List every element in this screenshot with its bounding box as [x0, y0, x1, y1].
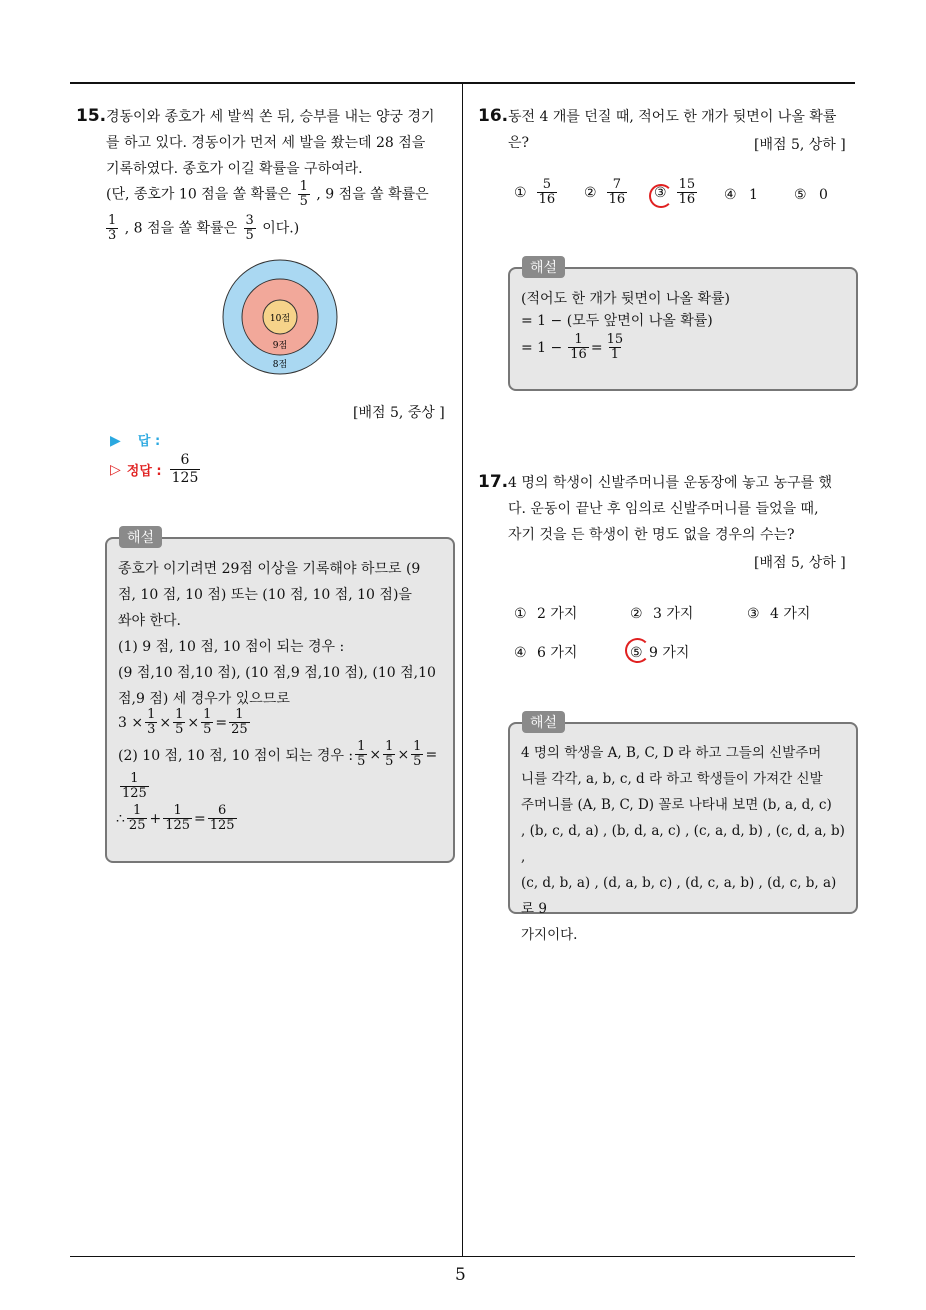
numerator: 5: [542, 177, 551, 192]
numerator: 1: [385, 739, 394, 754]
denominator: 5: [357, 754, 366, 769]
numerator: 7: [612, 177, 621, 192]
target-inner-label: 10점: [269, 314, 291, 324]
q17-number: 17.: [478, 472, 509, 492]
denominator: 3: [147, 722, 156, 737]
q15-ex-formula-1: [118, 708, 252, 737]
q16-meta: [배점 5, 상하 ]: [754, 137, 846, 153]
q16-choice-5[interactable]: [794, 187, 828, 203]
equals-symbol: =: [425, 746, 438, 763]
times-symbol: ×: [397, 746, 410, 763]
choice-label: ④: [724, 187, 737, 203]
equals-symbol: =: [215, 714, 228, 731]
q15-number: 15.: [76, 106, 107, 126]
denominator: 125: [165, 818, 191, 833]
fraction: [208, 804, 237, 833]
explanation-line: (적어도 한 개가 뒷면이 나올 확률): [521, 291, 730, 307]
numerator: 1: [203, 707, 212, 722]
fraction: [607, 178, 628, 207]
q15-text: [106, 104, 456, 182]
center-divider: [462, 82, 463, 1257]
choice-value: 0: [819, 187, 828, 203]
denominator: 16: [538, 192, 556, 207]
denominator: 125: [209, 818, 235, 833]
denominator: 5: [385, 754, 394, 769]
q15-cond-b: , 9 점을 쏠 확률은: [316, 186, 429, 203]
q15-condition-2: [104, 214, 299, 243]
fraction: [411, 740, 423, 769]
q17-choice-1[interactable]: [514, 603, 577, 623]
numerator: 1: [147, 707, 156, 722]
q16-choice-2[interactable]: [584, 178, 629, 207]
numerator: 1: [133, 803, 142, 818]
denominator: 25: [128, 818, 146, 833]
fraction: [127, 804, 148, 833]
choice-label: ④: [514, 645, 527, 661]
choice-label: ②: [584, 184, 597, 201]
numerator: 1: [108, 213, 117, 228]
q15-meta: [배점 5, 중상 ]: [353, 405, 445, 421]
formula-text: (2) 10 점, 10 점, 10 점이 되는 경우 :: [118, 747, 354, 764]
correct-label: 정답 :: [126, 464, 162, 479]
q15-line3: 기록하였다. 종호가 이길 확률을 구하여라.: [106, 161, 363, 177]
explanation-line: 가지이다.: [521, 927, 578, 943]
numerator: 1: [130, 771, 139, 786]
denominator: 16: [608, 192, 626, 207]
q17-explanation-text: [521, 740, 851, 948]
choice-label: ③: [654, 184, 667, 201]
explanation-line: 종호가 이기려면 29점 이상을 기록해야 하므로 (9: [118, 561, 421, 577]
q17-line1: 4 명의 학생이 신발주머니를 운동장에 놓고 농구를 했: [508, 475, 833, 491]
equals-symbol: =: [590, 339, 603, 356]
fraction: [355, 740, 367, 769]
choice-value: 2 가지: [537, 606, 578, 622]
fraction: [201, 708, 213, 737]
formula-text: 3 ×: [118, 714, 144, 731]
choice-label: ①: [514, 184, 527, 201]
explanation-line: , (b, c, d, a) , (b, d, a, c) , (c, a, d, b) , (c, d, a, b) ,: [521, 823, 845, 865]
choice-label: ③: [747, 606, 760, 622]
q17-choice-3[interactable]: [747, 603, 810, 623]
denominator: 5: [299, 194, 308, 209]
q15-ex-formula-3: [118, 772, 151, 801]
times-symbol: ×: [159, 714, 172, 731]
target-outer-label: 8점: [272, 360, 288, 370]
denominator: 1: [610, 347, 619, 362]
denominator: 125: [122, 786, 147, 801]
denominator: 5: [245, 228, 254, 243]
correct-answer-fraction: [170, 452, 201, 487]
choice-label: ⑤: [630, 645, 643, 661]
fraction: [298, 180, 310, 209]
numerator: 1: [235, 707, 244, 722]
q16-explanation-text: [521, 288, 730, 332]
q17-choice-4[interactable]: [514, 642, 577, 662]
q15-correct-row: [110, 452, 202, 487]
q15-cond-d: 이다.): [262, 220, 300, 237]
explanation-line: 점, 10 점, 10 점) 또는 (10 점, 10 점, 10 점)을: [118, 587, 412, 603]
q16-choice-1[interactable]: [514, 178, 559, 207]
q17-line3: 자기 것을 든 학생이 한 명도 없을 경우의 수는?: [508, 527, 795, 543]
fraction: [244, 214, 256, 243]
choice-label: ⑤: [794, 187, 807, 203]
explanation-line: 주머니를 (A, B, C, D) 꼴로 나타내 보면 (b, a, d, c): [521, 797, 832, 813]
numerator: 6: [218, 803, 227, 818]
fraction: [173, 708, 185, 737]
numerator: 1: [175, 707, 184, 722]
q16-ex-formula: [521, 333, 627, 362]
fraction: [163, 804, 192, 833]
choice-label: ①: [514, 606, 527, 622]
q16-explanation-tag: 해설: [522, 256, 565, 278]
denominator: 5: [203, 722, 212, 737]
denominator: 16: [678, 192, 696, 207]
q16-line1: 동전 4 개를 던질 때, 적어도 한 개가 뒷면이 나올 확률: [508, 109, 837, 125]
archery-target-diagram: [220, 257, 340, 377]
choice-value: 1: [749, 187, 758, 203]
numerator: 1: [173, 803, 182, 818]
numerator: 1: [574, 332, 583, 347]
choice-value: 6 가지: [537, 645, 578, 661]
denominator: 125: [171, 470, 199, 486]
explanation-line: (9 점,10 점,10 점), (10 점,9 점,10 점), (10 점,10: [118, 665, 436, 681]
q17-meta: [배점 5, 상하 ]: [754, 555, 846, 571]
q15-ex-formula-2: [118, 740, 437, 769]
fraction: [106, 214, 118, 243]
plus-symbol: +: [149, 810, 162, 827]
q17-choice-2[interactable]: [630, 603, 693, 623]
q15-cond-a: (단, 종호가 10 점을 쏠 확률은: [106, 186, 292, 203]
q17-line2: 다. 운동이 끝난 후 임의로 신발주머니를 들었을 때,: [508, 501, 819, 517]
explanation-line: (1) 9 점, 10 점, 10 점이 되는 경우 :: [118, 639, 345, 655]
therefore-symbol: ∴: [116, 810, 125, 827]
explanation-line: (c, d, b, a) , (d, a, b, c) , (d, c, a, b) , (d, c, b, a) 로 9: [521, 875, 837, 917]
q17-explanation-tag: 해설: [522, 711, 565, 733]
choice-value: 9 가지: [649, 645, 690, 661]
q16-line2: 은?: [508, 135, 530, 151]
numerator: 1: [357, 739, 366, 754]
numerator: 1: [299, 179, 308, 194]
denominator: 5: [175, 722, 184, 737]
q17-answer-mark-icon: [625, 638, 650, 663]
q16-answer-mark-icon: [649, 184, 673, 208]
denominator: 5: [413, 754, 422, 769]
target-middle-label: 9점: [272, 341, 288, 351]
fraction: [120, 772, 149, 801]
equals-symbol: =: [194, 810, 206, 827]
explanation-line: 4 명의 학생을 A, B, C, D 라 하고 그들의 신발주머: [521, 745, 822, 761]
numerator: 15: [678, 177, 696, 192]
q15-explanation-tag: 해설: [119, 526, 162, 548]
answer-label: 답 :: [137, 434, 161, 449]
denominator: 25: [231, 722, 248, 737]
numerator: 3: [245, 213, 254, 228]
q15-ex-formula-4: [116, 804, 239, 833]
q16-choice-4[interactable]: [724, 187, 758, 203]
q16-number: 16.: [478, 106, 509, 126]
numerator: 6: [180, 452, 190, 468]
fraction: [229, 708, 250, 737]
fraction: [568, 333, 589, 362]
numerator: 1: [413, 739, 422, 754]
fraction: [383, 740, 395, 769]
q15-line1: 경동이와 종호가 세 발씩 쏜 뒤, 승부를 내는 양궁 경기: [106, 109, 435, 125]
correct-arrow-icon: ▷: [110, 461, 121, 478]
choice-value: 3 가지: [653, 606, 694, 622]
choice-label: ②: [630, 606, 643, 622]
times-symbol: ×: [369, 746, 382, 763]
q15-condition-1: [106, 180, 429, 209]
fraction: [677, 178, 698, 207]
bottom-rule: [70, 1256, 855, 1257]
numerator: 15: [606, 332, 624, 347]
times-symbol: ×: [187, 714, 200, 731]
answer-arrow-icon: ▶: [110, 433, 121, 449]
fraction: [605, 333, 626, 362]
q15-cond-c: , 8 점을 쏠 확률은: [124, 220, 238, 237]
explanation-line: = 1 − (모두 앞면이 나올 확률): [521, 313, 713, 329]
choice-value: 4 가지: [770, 606, 811, 622]
q17-text: [508, 470, 860, 548]
formula-text: = 1 −: [521, 339, 563, 356]
explanation-line: 쏴야 한다.: [118, 613, 181, 629]
denominator: 16: [570, 347, 587, 362]
q15-line2: 를 하고 있다. 경동이가 먼저 세 발을 쐈는데 28 점을: [106, 135, 426, 151]
denominator: 3: [108, 228, 117, 243]
q15-explanation-text: [118, 556, 448, 712]
fraction: [537, 178, 558, 207]
fraction: [145, 708, 157, 737]
explanation-line: 점,9 점) 세 경우가 있으므로: [118, 691, 290, 707]
q15-answer-row: [110, 430, 160, 449]
page-number: 5: [455, 1265, 466, 1285]
explanation-line: 니를 각각, a, b, c, d 라 하고 학생들이 가져간 신발: [521, 771, 823, 787]
